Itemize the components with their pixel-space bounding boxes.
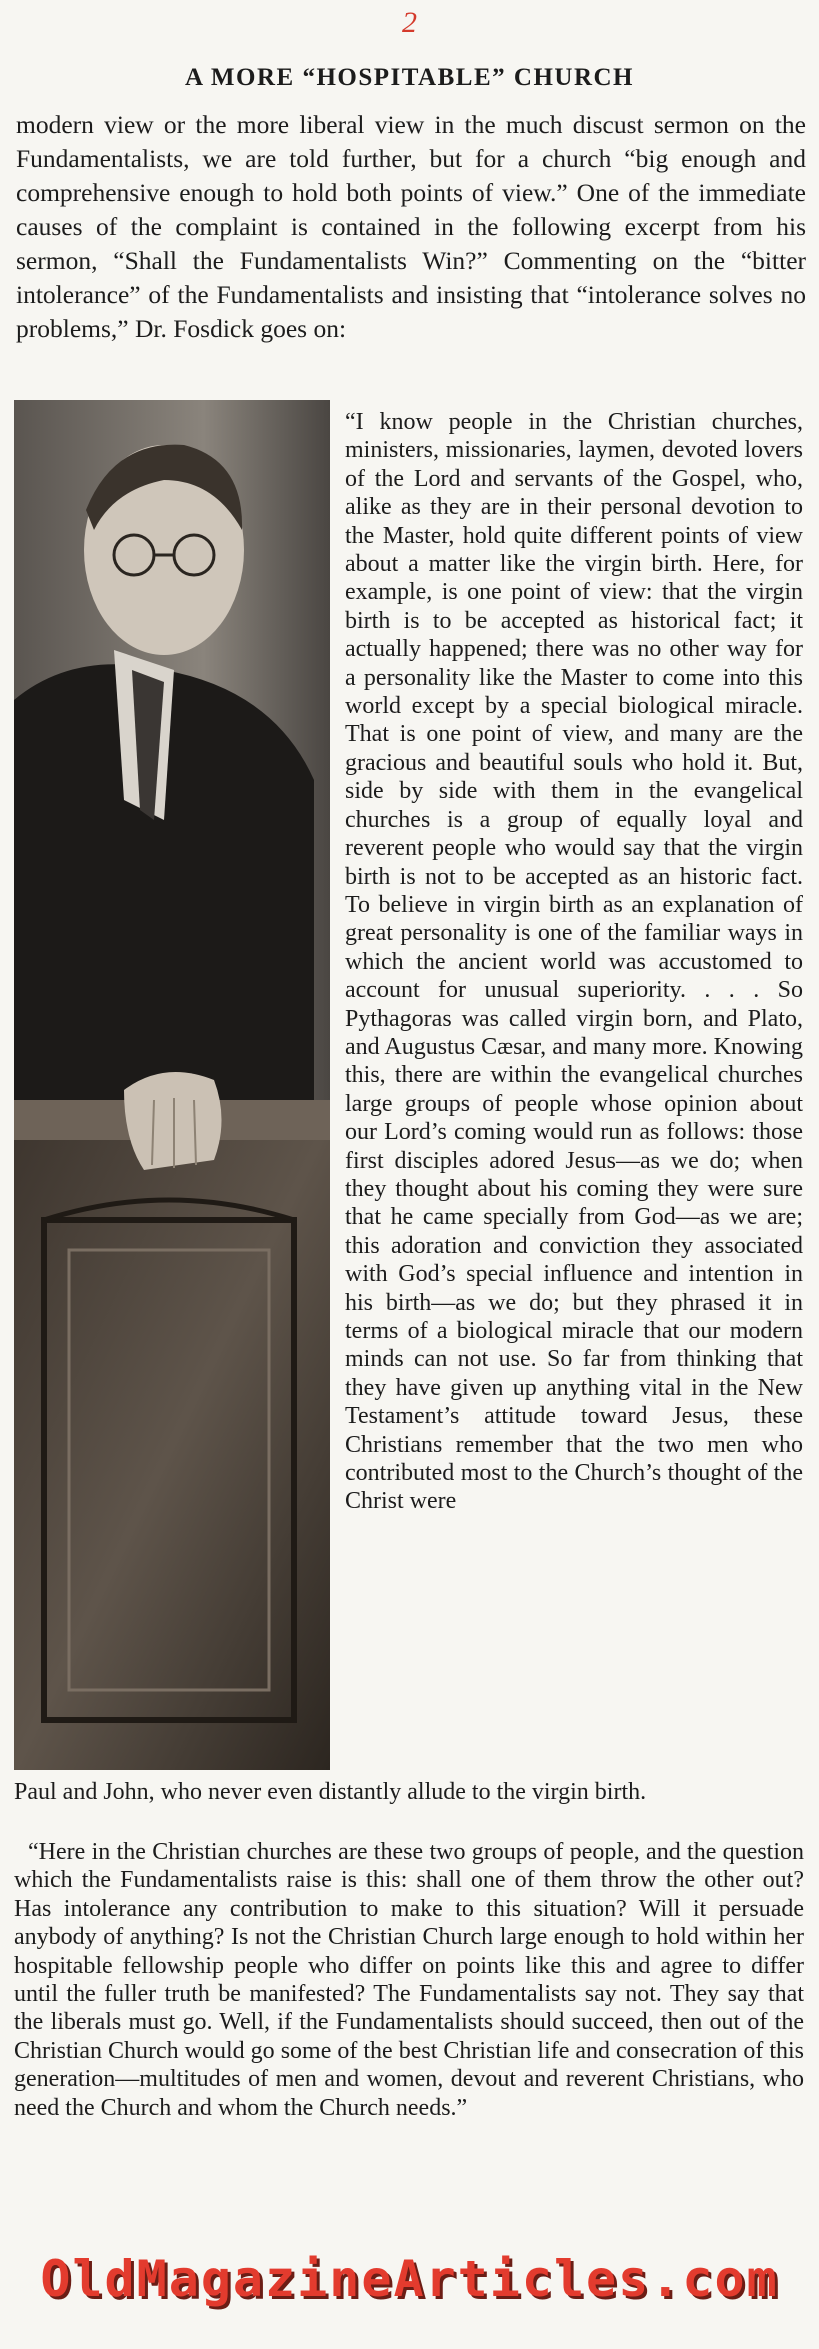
quote-paragraph-1-tail: Paul and John, who never even distantly allude to the virgin birth. — [14, 1779, 647, 1805]
portrait-photo — [14, 400, 330, 1770]
quote-paragraph-1: “I know people in the Christian churches, ministers, missionaries, laymen, devoted lovers of the Lord and servants of the Gospel, who, alike as they are in their personal devotion to the Master, hold quite different points of view about a matter like the virgin birth. Here, for example, is one point of view: that the virgin birth is to be accepted as historical fact; it actually happened; there was no other way for a personality like the Master to come into this world except by a special biological miracle. That is one point of view, and many are the gracious and beautiful souls who hold it. But, side by side with them in the evangelical churches is a group of equally loyal and reverent people who would say that the virgin birth is not to be accepted as an historic fact. To believe in virgin birth as an explanation of great personality is one of the familiar ways in which the ancient world was accustomed to account for unusual superiority. . . . So Pythagoras was called virgin born, and Plato, and Augustus Cæsar, and many more. Knowing this, there are within the evangelical churches large groups of people whose opinion about our Lord’s coming would run as follows: those first disciples adored Jesus—as we do; when they thought about his coming they were sure that he came specially from God—as we are; this adoration and conviction they associated with God’s special influence and intention in his birth—as we do; but they phrased it in terms of a biological miracle that our modern minds can not use. So far from thinking that they have given up anything vital in the New Testament’s attitude toward Jesus, these Christians remember that the two men who contributed most to the Church’s thought of the Christ were — [345, 409, 803, 1515]
intro-paragraph: modern view or the more liberal view in the much discust sermon on the Fundamentalists, we are told further, but for a church “big enough and comprehensive enough to hold both points of view.” One of the immediate causes of the complaint is contained in the following excerpt from his sermon, “Shall the Fundamentalists Win?” Commenting on the “bitter intolerance” of the Fundamentalists and insisting that “intolerance solves no problems,” Dr. Fosdick goes on: — [16, 110, 806, 343]
page-number: 2 — [402, 6, 417, 39]
site-watermark: OldMagazineArticles.com — [40, 2250, 779, 2308]
quote-paragraph-2: “Here in the Christian churches are these two groups of people, and the question which the Fundamentalists raise is this: shall one of them throw the other out? Has intolerance any contribution to make to this situation? Will it persuade anybody of anything? Is not the Christian Church large enough to hold within her hospitable fellowship people who differ on points like this and agree to differ until the fuller truth be manifested? The Fundamentalists say not. They say that the liberals must go. Well, if the Fundamentalists should succeed, then out of the Christian Church would go some of the best Christian life and consecration of this generation—multitudes of men and women, devout and reverent Christians, who need the Church and whom the Church needs.” — [14, 1839, 804, 2121]
article-headline: A MORE “HOSPITABLE” CHURCH — [185, 64, 634, 91]
